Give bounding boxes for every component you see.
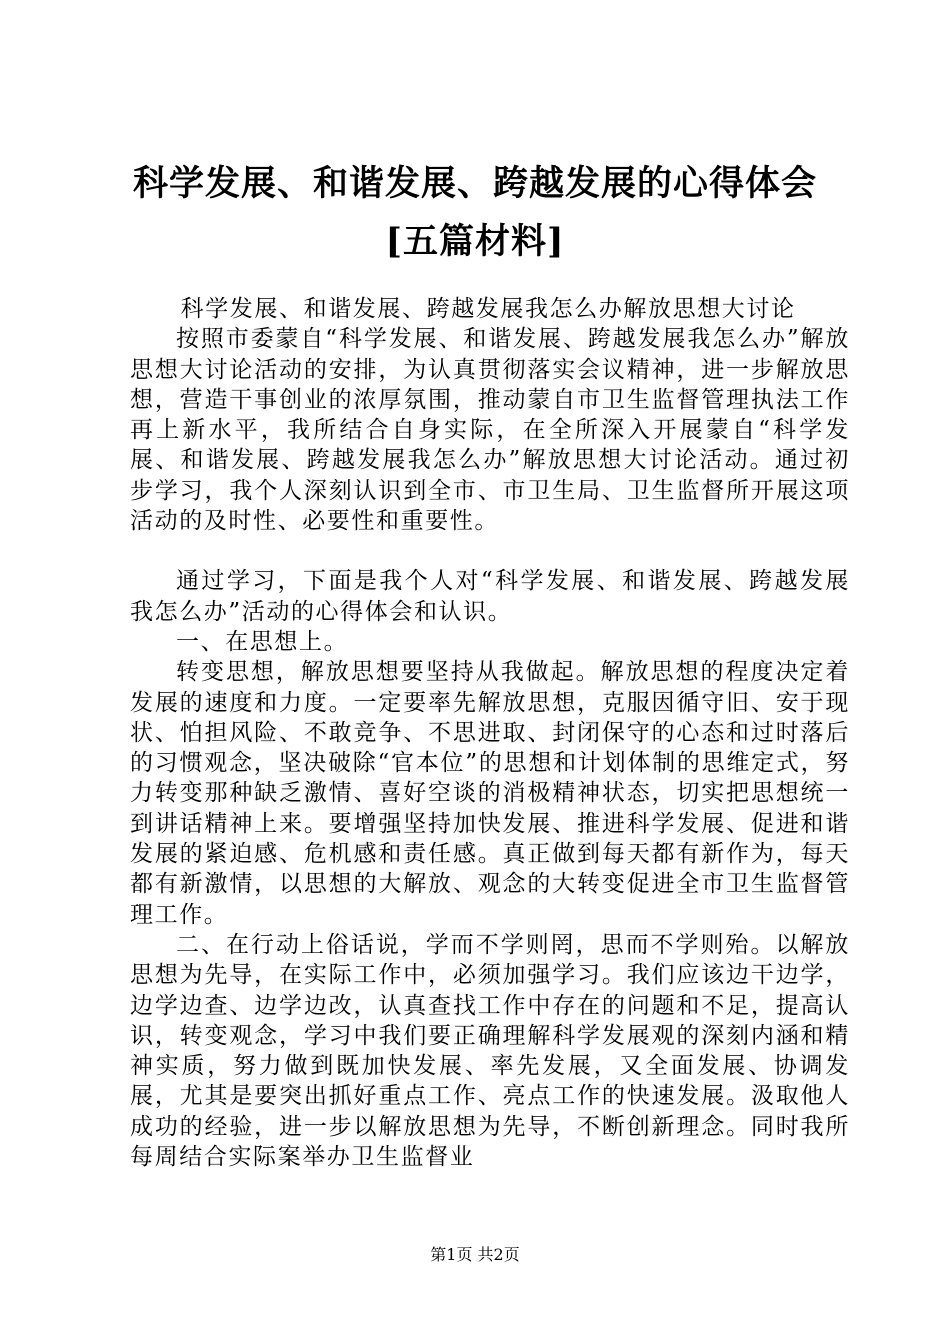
paragraph-intro: 按照市委蒙自“科学发展、和谐发展、跨越发展我怎么办”解放思想大讨论活动的安排，为认真贯彻落实会议精神，进一步解放思想，营造干事创业的浓厚氛围，推动蒙自市卫生监督管理执法工作再上新水平，我所结合自身实际，在全所深入开展蒙自“科学发展、和谐发展、跨越发展我怎么办”解放思想大讨论活动。通过初步学习，我个人深刻认识到全市、市卫生局、卫生监督所开展这项活动的及时性、必要性和重要性。 — [130, 326, 850, 535]
document-title-line2: [五篇材料] — [385, 221, 565, 262]
paragraph-thought: 转变思想，解放思想要坚持从我做起。解放思想的程度决定着发展的速度和力度。一定要率先解放思想，克服因循守旧、安于现状、怕担风险、不敢竞争、不思进取、封闭保守的心态和过时落后的习惯观念，坚决破除“官本位”的思想和计划体制的思维定式，努力转变那种缺乏激情、喜好空谈的消极精神状态，切实把思想统一到讲话精神上来。要增强坚持加快发展、推进科学发展、促进和谐发展的紧迫感、危机感和责任感。真正做到每天都有新作为，每天都有新激情，以思想的大解放、观念的大转变促进全市卫生监督管理工作。 — [130, 659, 850, 928]
document-title-line1: 科学发展、和谐发展、跨越发展的心得体会 — [132, 163, 817, 204]
page-footer: 第1页 共2页 — [430, 1245, 520, 1264]
document-subtitle: 科学发展、和谐发展、跨越发展我怎么办解放思想大讨论 — [180, 296, 796, 322]
paragraph-action: 二、在行动上俗话说，学而不学则罔，思而不学则殆。以解放思想为先导，在实际工作中，必须加强学习。我们应该边干边学，边学边查、边学边改，认真查找工作中存在的问题和不足，提高认识，转变观念，学习中我们要正确理解科学发展观的深刻内涵和精神实质，努力做到既加快发展、率先发展，又全面发展、协调发展，尤其是要突出抓好重点工作、亮点工作的快速发展。汲取他人成功的经验，进一步以解放思想为先导，不断创新理念。同时我所每周结合实际案举办卫生监督业 — [130, 931, 850, 1171]
paragraph-learning: 通过学习，下面是我个人对“科学发展、和谐发展、跨越发展我怎么办”活动的心得体会和认识。 — [130, 568, 850, 625]
document-body — [130, 294, 850, 1172]
section-heading-thought: 一、在思想上。 — [176, 628, 349, 655]
